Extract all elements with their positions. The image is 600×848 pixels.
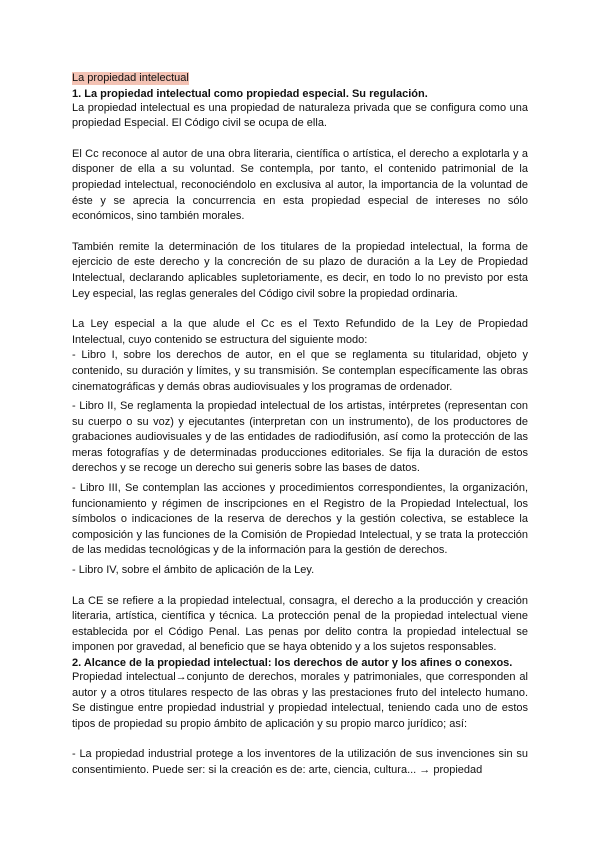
libro-4-item: - Libro IV, sobre el ámbito de aplicación de la Ley. (72, 564, 315, 577)
section-2-paragraph-1: Propiedad intelectual→conjunto de derechos, morales y patrimoniales, que corresponden al autor y a otros titulares respecto de las obras y las prestaciones fruto del intelecto humano. Se distingue entre propiedad industrial y propiedad intelectual, teniendo cada uno de estos tipos de propiedad su propio ámbito de aplicación y su propio marco jurídico; así: (72, 671, 528, 730)
section-1-paragraph-2: El Cc reconoce al autor de una obra literaria, científica o artística, el derecho a explotarla y a disponer de ella a su voluntad. Se contempla, por tanto, el contenido patrimonial de la propiedad intelectual, reconociéndolo en exclusiva al autor, la importancia de la voluntad de éste y se aprecia la concurrencia en esta propiedad especial de intereses no sólo económicos, sino también morales. (72, 147, 528, 223)
section-2-paragraph-2: - La propiedad industrial protege a los inventores de la utilización de sus invenciones sin su consentimiento. Puede ser: si la creación es de: arte, ciencia, cultura... → propiedad (72, 748, 528, 776)
section-1-heading: 1. La propiedad intelectual como propiedad especial. Su regulación. (72, 87, 428, 100)
section-1-paragraph-1: La propiedad intelectual es una propiedad de naturaleza privada que se configura como una propiedad Especial. El Código civil se ocupa de ella. (72, 101, 528, 130)
libro-2-item: - Libro II, Se reglamenta la propiedad intelectual de los artistas, intérpretes (representan con su cuerpo o su voz) y ejecutantes (interpretan con un instrumento), de los productores de grabaciones audiovisuales y de las entidades de radiodifusión, así como la protección de las meras fotografías y de determinadas producciones editoriales. Se fija la duración de estos derechos y se recoge un derecho sui generis sobre las bases de datos. (72, 400, 528, 475)
section-1-paragraph-5: La CE se refiere a la propiedad intelectual, consagra, el derecho a la producción y creación literaria, artística, científica y técnica. La protección penal de la propiedad intelectual viene establecida por el Código Penal. Las penas por delito contra la propiedad intelectual se imponen por gravedad, al beneficio que se haya obtenido y a los sujetos responsables. (72, 594, 528, 654)
libro-1-item: - Libro I, sobre los derechos de autor, en el que se reglamenta su titularidad, objeto y contenido, su duración y límites, y su transmisión. Se contemplan específicamente las obras cinematográficas y demás obras audiovisuales y los programas de ordenador. (72, 349, 528, 393)
libro-3-item: - Libro III, Se contemplan las acciones y procedimientos correspondientes, la organización, funcionamiento y régimen de inscripciones en el Registro de la Propiedad Intelectual, los símbolos o indicaciones de la reserva de derechos y la gestión colectiva, se establece la composición y las funciones de la Comisión de Propiedad Intelectual, y se trata la protección de las medidas tecnológicas y de la información para la gestión de derechos. (72, 482, 528, 557)
document-title: La propiedad intelectual (72, 72, 189, 84)
section-1-paragraph-3: También remite la determinación de los titulares de la propiedad intelectual, la forma de ejercicio de este derecho y la concreción de su plazo de duración a la Ley de Propiedad Intelectual, declarando aplicables supletoriamente, es decir, en todo lo no previsto por esta Ley especial, las reglas generales del Código civil sobre la propiedad ordinaria. (72, 240, 528, 300)
document-page (72, 71, 528, 779)
section-2-heading: 2. Alcance de la propiedad intelectual: los derechos de autor y los afines o conexos. (72, 657, 513, 669)
section-1-paragraph-4: La Ley especial a la que alude el Cc es el Texto Refundido de la Ley de Propiedad Intelectual, cuyo contenido se estructura del siguiente modo: (72, 318, 528, 346)
